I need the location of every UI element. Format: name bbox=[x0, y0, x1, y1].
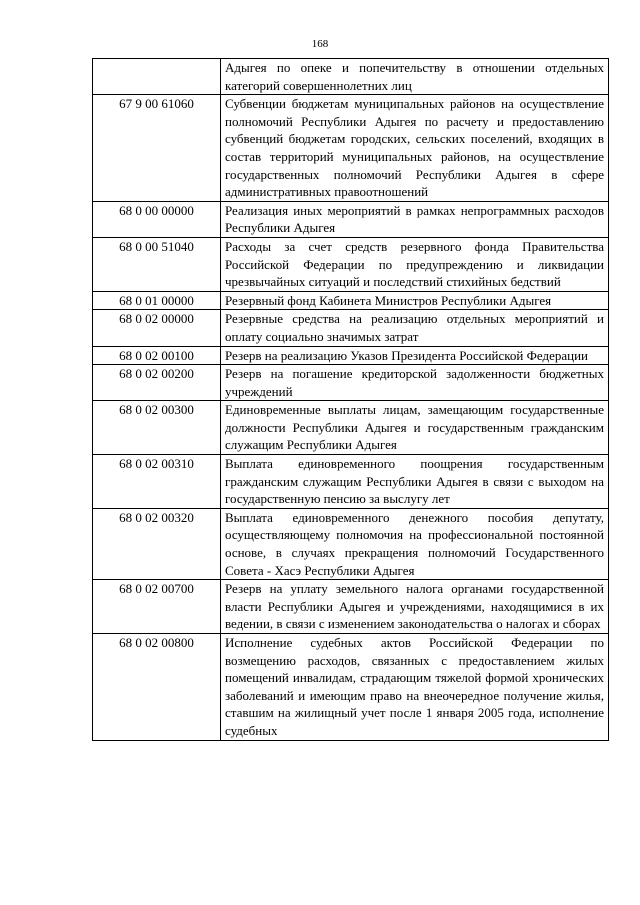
row-description: Исполнение судебных актов Российской Федерации по возмещению расходов, связанных с предоставлением жилых помещений инвалидам, страдающим тяжелой формой хронических заболеваний и имеющим право на внеочередное получение жилья, ставшим на жилищный учет после 1 января 2005 года, исполнение судебных bbox=[221, 634, 609, 741]
table-row bbox=[93, 365, 609, 401]
row-description: Расходы за счет средств резервного фонда Правительства Российской Федерации по предупреждению и ликвидации чрезвычайных ситуаций и последствий стихийных бедствий bbox=[221, 237, 609, 291]
table-row bbox=[93, 237, 609, 291]
row-code: 67 9 00 61060 bbox=[93, 95, 221, 202]
table-row bbox=[93, 59, 609, 95]
row-code: 68 0 02 00200 bbox=[93, 365, 221, 401]
row-code: 68 0 02 00300 bbox=[93, 401, 221, 455]
row-description: Реализация иных мероприятий в рамках непрограммных расходов Республики Адыгея bbox=[221, 201, 609, 237]
row-code: 68 0 02 00100 bbox=[93, 346, 221, 365]
row-code: 68 0 02 00800 bbox=[93, 634, 221, 741]
row-code: 68 0 01 00000 bbox=[93, 291, 221, 310]
table-row bbox=[93, 401, 609, 455]
table-row bbox=[93, 455, 609, 509]
row-description: Выплата единовременного поощрения государственным гражданским служащим Республики Адыгея в связи с выходом на государственную пенсию за выслугу лет bbox=[221, 455, 609, 509]
row-code: 68 0 02 00000 bbox=[93, 310, 221, 346]
table-row bbox=[93, 346, 609, 365]
row-code bbox=[93, 59, 221, 95]
table-row bbox=[93, 580, 609, 634]
row-description: Резервные средства на реализацию отдельных мероприятий и оплату социально значимых затрат bbox=[221, 310, 609, 346]
row-description: Резерв на погашение кредиторской задолженности бюджетных учреждений bbox=[221, 365, 609, 401]
row-description: Выплата единовременного денежного пособия депутату, осуществляющему полномочия на профессиональной постоянной основе, в случаях прекращения полномочий Государственного Совета - Хасэ Республики Адыгея bbox=[221, 508, 609, 579]
row-description: Резервный фонд Кабинета Министров Республики Адыгея bbox=[221, 291, 609, 310]
row-description: Резерв на реализацию Указов Президента Российской Федерации bbox=[221, 346, 609, 365]
row-description: Адыгея по опеке и попечительству в отношении отдельных категорий совершеннолетних лиц bbox=[221, 59, 609, 95]
page-number: 168 bbox=[311, 38, 329, 50]
table-row bbox=[93, 310, 609, 346]
budget-classification-table bbox=[92, 58, 609, 741]
row-description: Единовременные выплаты лицам, замещающим государственные должности Республики Адыгея и государственным гражданским служащим Республики Адыгея bbox=[221, 401, 609, 455]
row-code: 68 0 00 00000 bbox=[93, 201, 221, 237]
row-code: 68 0 00 51040 bbox=[93, 237, 221, 291]
row-description: Субвенции бюджетам муниципальных районов на осуществление полномочий Республики Адыгея по расчету и предоставлению субвенций бюджетам городских, сельских поселений, входящих в состав территорий муниципальных районов, на осуществление государственных полномочий Республики Адыгея в сфере административных правоотношений bbox=[221, 95, 609, 202]
table-row bbox=[93, 95, 609, 202]
table-row bbox=[93, 291, 609, 310]
row-description: Резерв на уплату земельного налога органами государственной власти Республики Адыгея и учреждениями, находящимися в их ведении, в связи с изменением законодательства о налогах и сборах bbox=[221, 580, 609, 634]
table-row bbox=[93, 201, 609, 237]
table-row bbox=[93, 634, 609, 741]
row-code: 68 0 02 00700 bbox=[93, 580, 221, 634]
row-code: 68 0 02 00320 bbox=[93, 508, 221, 579]
row-code: 68 0 02 00310 bbox=[93, 455, 221, 509]
table-row bbox=[93, 508, 609, 579]
